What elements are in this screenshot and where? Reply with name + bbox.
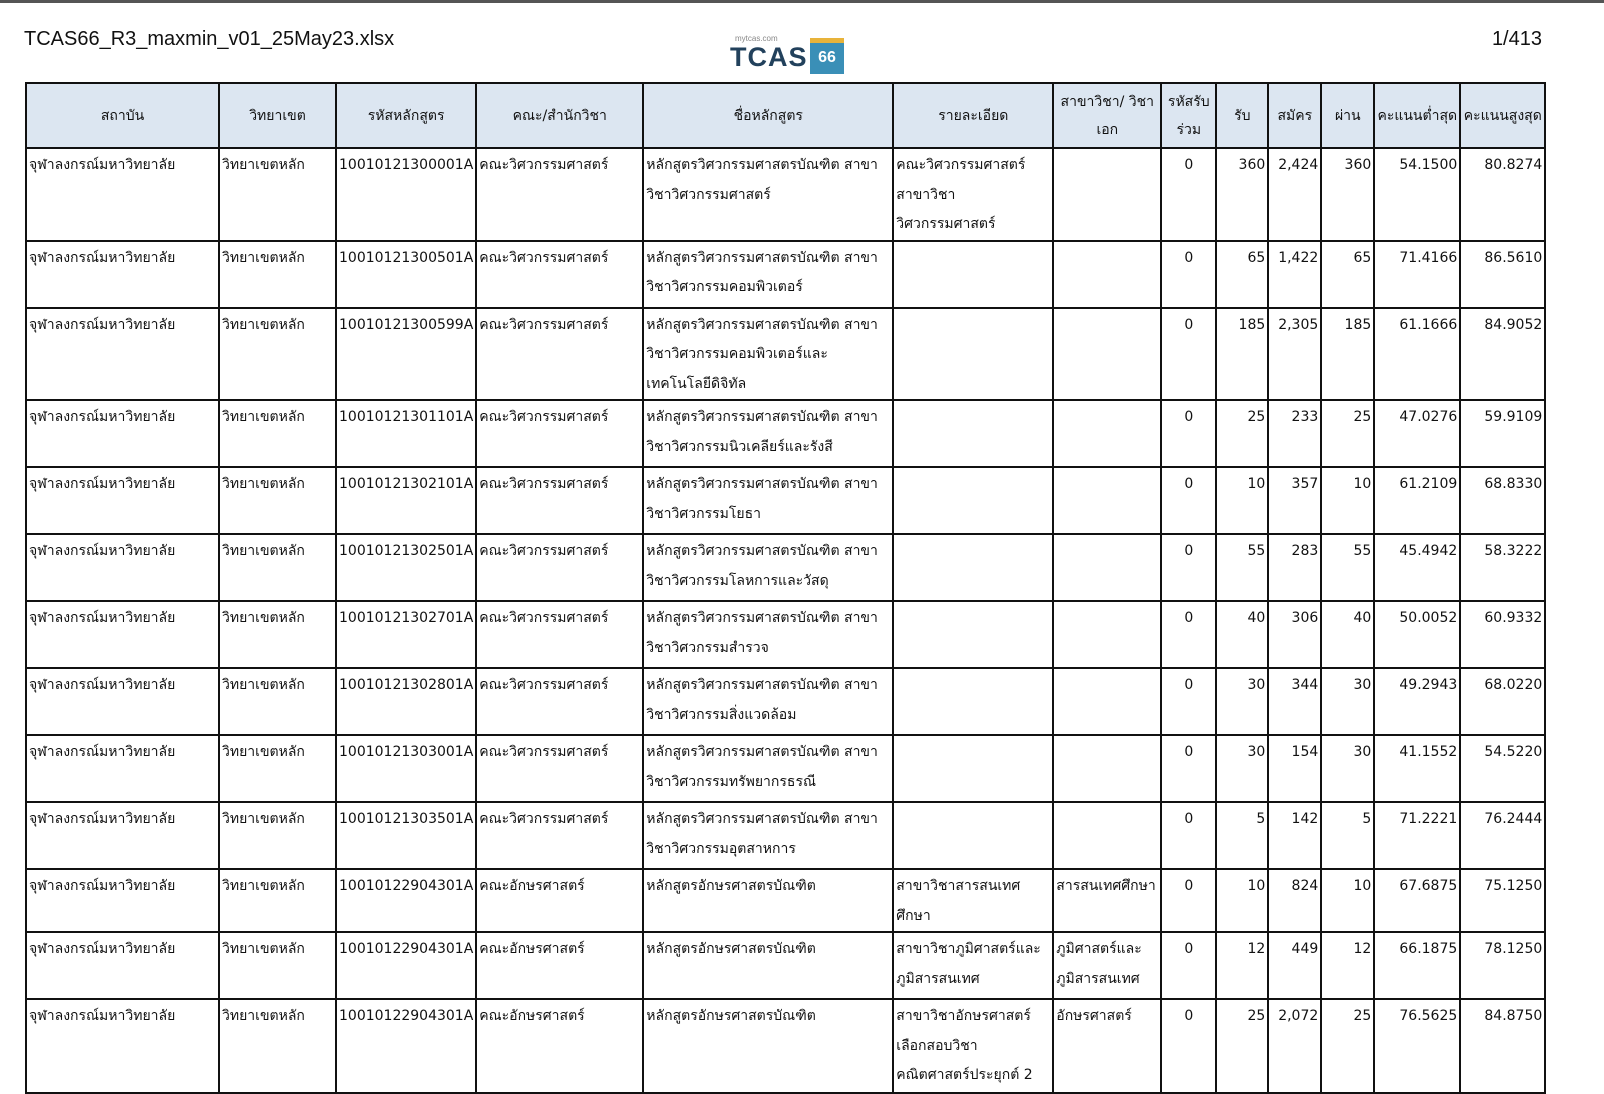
cell-max: 54.5220: [1460, 735, 1545, 802]
cell-apply: 2,072: [1268, 999, 1321, 1093]
cell-major: [1053, 467, 1161, 534]
cell-pass: 25: [1321, 999, 1374, 1093]
cell-accept: 65: [1216, 241, 1268, 308]
cell-uni: จุฬาลงกรณ์มหาวิทยาลัย: [26, 802, 219, 869]
cell-min: 49.2943: [1374, 668, 1460, 735]
cell-code: 10010121302701A: [336, 601, 476, 668]
cell-min: 54.1500: [1374, 148, 1460, 241]
cell-min: 47.0276: [1374, 400, 1460, 467]
cell-pass: 65: [1321, 241, 1374, 308]
cell-faculty: คณะวิศวกรรมศาสตร์: [476, 601, 643, 668]
cell-program: หลักสูตรวิศวกรรมศาสตรบัณฑิต สาขาวิชาวิศวกรรมศาสตร์: [643, 148, 893, 241]
cell-detail: [893, 534, 1053, 601]
cell-apply: 283: [1268, 534, 1321, 601]
cell-code: 10010122904301A: [336, 869, 476, 932]
cell-joint: 0: [1161, 601, 1216, 668]
cell-accept: 25: [1216, 999, 1268, 1093]
cell-max: 78.1250: [1460, 932, 1545, 999]
cell-campus: วิทยาเขตหลัก: [219, 932, 336, 999]
cell-min: 71.4166: [1374, 241, 1460, 308]
cell-code: 10010122904301A: [336, 932, 476, 999]
column-header: รับ: [1216, 83, 1268, 148]
table-row: [26, 534, 1545, 601]
cell-joint: 0: [1161, 999, 1216, 1093]
cell-apply: 449: [1268, 932, 1321, 999]
header-row: [26, 83, 1545, 148]
cell-max: 59.9109: [1460, 400, 1545, 467]
cell-accept: 5: [1216, 802, 1268, 869]
cell-detail: สาขาวิชาอักษรศาสตร์ เลือกสอบวิชาคณิตศาสตร์ประยุกต์ 2: [893, 999, 1053, 1093]
cell-apply: 154: [1268, 735, 1321, 802]
cell-apply: 344: [1268, 668, 1321, 735]
cell-accept: 40: [1216, 601, 1268, 668]
cell-code: 10010121300001A: [336, 148, 476, 241]
column-header: รหัสหลักสูตร: [336, 83, 476, 148]
cell-code: 10010121303001A: [336, 735, 476, 802]
column-header: ชื่อหลักสูตร: [643, 83, 893, 148]
cell-accept: 12: [1216, 932, 1268, 999]
cell-joint: 0: [1161, 869, 1216, 932]
column-header: คะแนนต่ำสุด: [1374, 83, 1460, 148]
cell-detail: สาขาวิชาภูมิศาสตร์และภูมิสารสนเทศ: [893, 932, 1053, 999]
cell-pass: 30: [1321, 735, 1374, 802]
table-row: [26, 869, 1545, 932]
cell-code: 10010121302801A: [336, 668, 476, 735]
column-header: สถาบัน: [26, 83, 219, 148]
cell-campus: วิทยาเขตหลัก: [219, 467, 336, 534]
page-number: 1/413: [1491, 28, 1542, 50]
cell-apply: 824: [1268, 869, 1321, 932]
cell-accept: 55: [1216, 534, 1268, 601]
cell-min: 71.2221: [1374, 802, 1460, 869]
logo-text: TCAS: [730, 42, 808, 72]
cell-program: หลักสูตรวิศวกรรมศาสตรบัณฑิต สาขาวิชาวิศวกรรมทรัพยากรธรณี: [643, 735, 893, 802]
cell-campus: วิทยาเขตหลัก: [219, 308, 336, 401]
cell-campus: วิทยาเขตหลัก: [219, 241, 336, 308]
cell-faculty: คณะวิศวกรรมศาสตร์: [476, 148, 643, 241]
results-table: [25, 82, 1546, 1094]
cell-max: 80.8274: [1460, 148, 1545, 241]
cell-detail: [893, 308, 1053, 401]
cell-major: สารสนเทศศึกษา: [1053, 869, 1161, 932]
cell-major: ภูมิศาสตร์และภูมิสารสนเทศ: [1053, 932, 1161, 999]
cell-accept: 360: [1216, 148, 1268, 241]
cell-detail: [893, 601, 1053, 668]
cell-code: 10010121300501A: [336, 241, 476, 308]
column-header: สมัคร: [1268, 83, 1321, 148]
cell-max: 60.9332: [1460, 601, 1545, 668]
document-filename: TCAS66_R3_maxmin_v01_25May23.xlsx: [24, 28, 395, 50]
cell-campus: วิทยาเขตหลัก: [219, 601, 336, 668]
cell-major: [1053, 241, 1161, 308]
cell-joint: 0: [1161, 148, 1216, 241]
cell-uni: จุฬาลงกรณ์มหาวิทยาลัย: [26, 869, 219, 932]
cell-faculty: คณะอักษรศาสตร์: [476, 932, 643, 999]
cell-major: [1053, 308, 1161, 401]
cell-faculty: คณะวิศวกรรมศาสตร์: [476, 802, 643, 869]
cell-joint: 0: [1161, 467, 1216, 534]
cell-program: หลักสูตรอักษรศาสตรบัณฑิต: [643, 869, 893, 932]
cell-program: หลักสูตรอักษรศาสตรบัณฑิต: [643, 932, 893, 999]
table-row: [26, 241, 1545, 308]
cell-pass: 10: [1321, 467, 1374, 534]
cell-program: หลักสูตรวิศวกรรมศาสตรบัณฑิต สาขาวิชาวิศวกรรมนิวเคลียร์และรังสี: [643, 400, 893, 467]
column-header: รายละเอียด: [893, 83, 1053, 148]
cell-pass: 55: [1321, 534, 1374, 601]
cell-joint: 0: [1161, 802, 1216, 869]
cell-uni: จุฬาลงกรณ์มหาวิทยาลัย: [26, 308, 219, 401]
cell-faculty: คณะอักษรศาสตร์: [476, 869, 643, 932]
cell-major: [1053, 148, 1161, 241]
table-row: [26, 400, 1545, 467]
cell-pass: 5: [1321, 802, 1374, 869]
cell-pass: 360: [1321, 148, 1374, 241]
cell-joint: 0: [1161, 668, 1216, 735]
cell-code: 10010121302501A: [336, 534, 476, 601]
cell-program: หลักสูตรวิศวกรรมศาสตรบัณฑิต สาขาวิชาวิศวกรรมโยธา: [643, 467, 893, 534]
cell-detail: คณะวิศวกรรมศาสตร์ สาขาวิชาวิศวกรรมศาสตร์: [893, 148, 1053, 241]
cell-min: 61.2109: [1374, 467, 1460, 534]
cell-max: 84.8750: [1460, 999, 1545, 1093]
cell-faculty: คณะวิศวกรรมศาสตร์: [476, 735, 643, 802]
cell-detail: [893, 735, 1053, 802]
cell-accept: 30: [1216, 668, 1268, 735]
cell-program: หลักสูตรวิศวกรรมศาสตรบัณฑิต สาขาวิชาวิศวกรรมอุตสาหการ: [643, 802, 893, 869]
cell-apply: 233: [1268, 400, 1321, 467]
cell-min: 67.6875: [1374, 869, 1460, 932]
column-header: สาขาวิชา/ วิชาเอก: [1053, 83, 1161, 148]
cell-campus: วิทยาเขตหลัก: [219, 668, 336, 735]
cell-joint: 0: [1161, 932, 1216, 999]
cell-campus: วิทยาเขตหลัก: [219, 534, 336, 601]
table-row: [26, 802, 1545, 869]
cell-major: [1053, 735, 1161, 802]
cell-apply: 1,422: [1268, 241, 1321, 308]
cell-major: [1053, 601, 1161, 668]
cell-uni: จุฬาลงกรณ์มหาวิทยาลัย: [26, 148, 219, 241]
cell-detail: สาขาวิชาสารสนเทศศึกษา: [893, 869, 1053, 932]
cell-uni: จุฬาลงกรณ์มหาวิทยาลัย: [26, 735, 219, 802]
cell-min: 50.0052: [1374, 601, 1460, 668]
cell-code: 10010121300599A: [336, 308, 476, 401]
cell-max: 68.0220: [1460, 668, 1545, 735]
cell-detail: [893, 467, 1053, 534]
cell-uni: จุฬาลงกรณ์มหาวิทยาลัย: [26, 467, 219, 534]
cell-faculty: คณะวิศวกรรมศาสตร์: [476, 400, 643, 467]
cell-max: 75.1250: [1460, 869, 1545, 932]
cell-code: 10010121303501A: [336, 802, 476, 869]
cell-joint: 0: [1161, 241, 1216, 308]
cell-faculty: คณะวิศวกรรมศาสตร์: [476, 308, 643, 401]
cell-uni: จุฬาลงกรณ์มหาวิทยาลัย: [26, 668, 219, 735]
cell-campus: วิทยาเขตหลัก: [219, 148, 336, 241]
column-header: วิทยาเขต: [219, 83, 336, 148]
cell-major: [1053, 668, 1161, 735]
cell-accept: 25: [1216, 400, 1268, 467]
table-row: [26, 467, 1545, 534]
cell-faculty: คณะวิศวกรรมศาสตร์: [476, 534, 643, 601]
cell-accept: 10: [1216, 467, 1268, 534]
cell-joint: 0: [1161, 735, 1216, 802]
cell-detail: [893, 241, 1053, 308]
window-top-bar: [0, 0, 1604, 3]
logo-site: mytcas.com: [735, 34, 778, 43]
cell-min: 66.1875: [1374, 932, 1460, 999]
cell-uni: จุฬาลงกรณ์มหาวิทยาลัย: [26, 932, 219, 999]
cell-uni: จุฬาลงกรณ์มหาวิทยาลัย: [26, 400, 219, 467]
cell-code: 10010121302101A: [336, 467, 476, 534]
cell-detail: [893, 668, 1053, 735]
cell-max: 86.5610: [1460, 241, 1545, 308]
cell-apply: 306: [1268, 601, 1321, 668]
cell-major: [1053, 802, 1161, 869]
cell-pass: 10: [1321, 869, 1374, 932]
column-header: ผ่าน: [1321, 83, 1374, 148]
cell-min: 76.5625: [1374, 999, 1460, 1093]
cell-major: [1053, 534, 1161, 601]
cell-campus: วิทยาเขตหลัก: [219, 999, 336, 1093]
cell-faculty: คณะวิศวกรรมศาสตร์: [476, 241, 643, 308]
cell-major: อักษรศาสตร์: [1053, 999, 1161, 1093]
cell-uni: จุฬาลงกรณ์มหาวิทยาลัย: [26, 601, 219, 668]
table-row: [26, 735, 1545, 802]
cell-accept: 10: [1216, 869, 1268, 932]
cell-program: หลักสูตรวิศวกรรมศาสตรบัณฑิต สาขาวิชาวิศวกรรมคอมพิวเตอร์และเทคโนโลยีดิจิทัล: [643, 308, 893, 401]
column-header: คะแนนสูงสุด: [1460, 83, 1545, 148]
cell-min: 41.1552: [1374, 735, 1460, 802]
cell-accept: 185: [1216, 308, 1268, 401]
cell-max: 68.8330: [1460, 467, 1545, 534]
tcas-logo: [730, 30, 850, 78]
table-row: [26, 308, 1545, 401]
cell-faculty: คณะวิศวกรรมศาสตร์: [476, 668, 643, 735]
cell-pass: 40: [1321, 601, 1374, 668]
cell-faculty: คณะวิศวกรรมศาสตร์: [476, 467, 643, 534]
cell-max: 76.2444: [1460, 802, 1545, 869]
cell-code: 10010122904301A: [336, 999, 476, 1093]
cell-campus: วิทยาเขตหลัก: [219, 400, 336, 467]
cell-program: หลักสูตรวิศวกรรมศาสตรบัณฑิต สาขาวิชาวิศวกรรมโลหการและวัสดุ: [643, 534, 893, 601]
cell-program: หลักสูตรวิศวกรรมศาสตรบัณฑิต สาขาวิชาวิศวกรรมคอมพิวเตอร์: [643, 241, 893, 308]
cell-accept: 30: [1216, 735, 1268, 802]
cell-joint: 0: [1161, 400, 1216, 467]
cell-max: 58.3222: [1460, 534, 1545, 601]
cell-pass: 30: [1321, 668, 1374, 735]
cell-max: 84.9052: [1460, 308, 1545, 401]
cell-apply: 2,424: [1268, 148, 1321, 241]
table-row: [26, 668, 1545, 735]
cell-apply: 357: [1268, 467, 1321, 534]
cell-code: 10010121301101A: [336, 400, 476, 467]
cell-pass: 185: [1321, 308, 1374, 401]
table-row: [26, 999, 1545, 1093]
cell-campus: วิทยาเขตหลัก: [219, 735, 336, 802]
cell-apply: 2,305: [1268, 308, 1321, 401]
table-row: [26, 601, 1545, 668]
cell-program: หลักสูตรวิศวกรรมศาสตรบัณฑิต สาขาวิชาวิศวกรรมสำรวจ: [643, 601, 893, 668]
cell-pass: 25: [1321, 400, 1374, 467]
column-header: รหัสรับ ร่วม: [1161, 83, 1216, 148]
cell-detail: [893, 802, 1053, 869]
table-row: [26, 148, 1545, 241]
cell-min: 61.1666: [1374, 308, 1460, 401]
cell-program: หลักสูตรอักษรศาสตรบัณฑิต: [643, 999, 893, 1093]
cell-faculty: คณะอักษรศาสตร์: [476, 999, 643, 1093]
cell-uni: จุฬาลงกรณ์มหาวิทยาลัย: [26, 534, 219, 601]
cell-pass: 12: [1321, 932, 1374, 999]
cell-program: หลักสูตรวิศวกรรมศาสตรบัณฑิต สาขาวิชาวิศวกรรมสิ่งแวดล้อม: [643, 668, 893, 735]
cell-uni: จุฬาลงกรณ์มหาวิทยาลัย: [26, 999, 219, 1093]
cell-campus: วิทยาเขตหลัก: [219, 802, 336, 869]
logo-cube-icon: 66: [810, 38, 844, 74]
cell-uni: จุฬาลงกรณ์มหาวิทยาลัย: [26, 241, 219, 308]
table-row: [26, 932, 1545, 999]
column-header: คณะ/สำนักวิชา: [476, 83, 643, 148]
cell-campus: วิทยาเขตหลัก: [219, 869, 336, 932]
cell-major: [1053, 400, 1161, 467]
cell-detail: [893, 400, 1053, 467]
cell-joint: 0: [1161, 308, 1216, 401]
cell-apply: 142: [1268, 802, 1321, 869]
cell-joint: 0: [1161, 534, 1216, 601]
cell-min: 45.4942: [1374, 534, 1460, 601]
